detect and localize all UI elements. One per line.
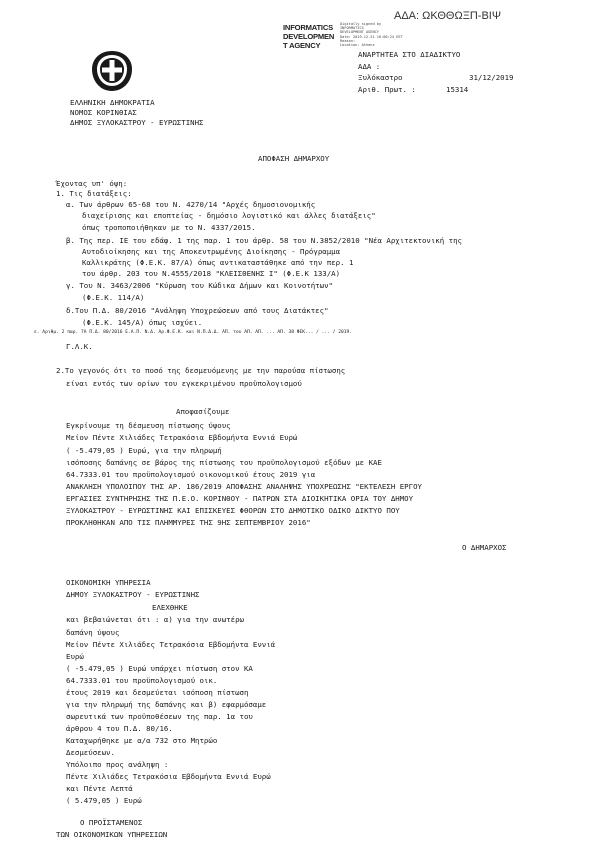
consideration-line: διαχείρισης και εποπτείας - δημόσιο λογιστικό και άλλες διατάξεις" [82, 211, 376, 220]
signature-stamp-line: Date: 2019.12.31 16:00:24 EET [340, 34, 403, 39]
issuer-line: ΝΟΜΟΣ ΚΟΡΙΝΘΙΑΣ [70, 108, 137, 117]
finance-checked: ΕΛΕΧΘΗΚΕ [152, 603, 188, 612]
consideration-line: Αυτοδιοίκησης και της Αποκεντρωμένης Διοίκησης - Πρόγραμμα [82, 247, 341, 256]
decision-line: ισόποσης δαπάνης σε βάρος της πίστωσης του προϋπολογισμού εξόδων με ΚΑΕ [66, 458, 382, 467]
decision-line: ΞΥΛΟΚΑΣΤΡΟΥ - ΕΥΡΩΣΤΙΝΗΣ ΚΑΙ ΕΠΙΣΚΕΥΕΣ ΦΘΟΡΩΝ ΣΤΟ ΔΗΜΟΤΙΚΟ ΟΔΙΚΟ ΔΙΚΤΥΟ ΠΟΥ [66, 506, 400, 515]
document-title: ΑΠΟΦΑΣΗ ΔΗΜΑΡΧΟΥ [258, 154, 330, 163]
signature-stamp-line: Digitally signed by [340, 22, 382, 26]
finance-line: δαπάνη ύψους [66, 628, 120, 637]
signature-stamp-line: Location: Athens [340, 43, 375, 48]
protocol-label: Αριθ. Πρωτ. : [358, 85, 416, 94]
consideration-line: Καλλικράτης (Φ.Ε.Κ. 87/Α) όπως αντικαταστάθηκε από την περ. 1 [82, 258, 354, 267]
protocol-value: 15314 [446, 85, 469, 94]
finance-line: Μείον Πέντε Χιλιάδες Τετρακόσια Εβδομήντα Εννιά [66, 640, 276, 649]
consideration-line: Έχοντας υπ' όψη: [56, 179, 128, 188]
consideration-line: δ.Του Π.Δ. 80/2016 "Ανάληψη Υποχρεώσεων από τους Διατάκτες" [66, 306, 329, 315]
signature-stamp-line: INFORMATICS [340, 26, 364, 31]
finance-line: έτους 2019 και δεσμεύεται ισόποση πίστωση [66, 688, 249, 697]
decision-line: ΠΡΟΚΛΗΘΗΚΑΝ ΑΠΟ ΤΙΣ ΠΛΗΜΜΥΡΕΣ ΤΗΣ 9ΗΣ ΣΕΠΤΕΜΒΡΙΟΥ 2016" [66, 518, 311, 527]
signature-stamp-line: Reason: [340, 38, 356, 43]
date-label: Ξυλόκαστρο [358, 73, 403, 82]
finance-line: και βεβαιώνεται ότι : α) για την ανωτέρω [66, 615, 244, 624]
consideration-line: α. Των άρθρων 65-68 του Ν. 4270/14 "Αρχές δημοσιονομικής [66, 200, 316, 209]
posting-line: ΑΝΑΡΤΗΤΕΑ ΣΤΟ ΔΙΑΔΙΚΤΥΟ [358, 50, 461, 59]
finance-line: Δεσμεύσεων. [66, 748, 115, 757]
decision-line: ΕΡΓΑΣΙΕΣ ΣΥΝΤΗΡΗΣΗΣ ΤΗΣ Π.Ε.Ο. ΚΟΡΙΝΘΟΥ - ΠΑΤΡΩΝ ΣΤΑ ΔΙΟΙΚΗΤΙΚΑ ΟΡΙΑ ΤΟΥ ΔΗΜΟΥ [66, 494, 414, 503]
finance-signature: ΤΩΝ ΟΙΚΟΝΟΜΙΚΩΝ ΥΠΗΡΕΣΙΩΝ [56, 830, 168, 839]
consideration-line: (Φ.Ε.Κ. 114/Α) [82, 293, 145, 302]
finance-line: 64.7333.01 του προϋπολογισμού οικ. [66, 676, 218, 685]
finance-line: Ευρώ [66, 652, 84, 661]
finance-signature: Ο ΠΡΟΪΣΤΑΜΕΝΟΣ [80, 818, 143, 827]
decision-heading: Αποφασίζουμε [176, 407, 230, 416]
ada-label: ΑΔΑ : [358, 62, 381, 71]
agency-line: INFORMATICS [283, 23, 333, 32]
signature-stamp-line: DEVELOPMENT AGENCY [340, 30, 379, 35]
finance-line: άρθρου 4 του Π.Δ. 80/16. [66, 724, 173, 733]
point2-line: είναι εντός των ορίων του εγκεκριμένου προϋπολογισμού [66, 379, 302, 388]
finance-heading: ΟΙΚΟΝΟΜΙΚΗ ΥΠΗΡΕΣΙΑ [66, 578, 151, 587]
finance-line: ( -5.479,05 ) Ευρώ υπάρχει πίστωση στον ΚΑ [66, 664, 253, 673]
point2-line: 2.Το γεγονός ότι το ποσό της δεσμευόμενης με την παρούσα πίστωσης [56, 366, 346, 375]
consideration-line-small: ε. Αριθμ. 2 παρ. 7Α Π.Δ. 80/2016 Ε.Α.Π. Ν.Δ. Αρ.Φ.Ε.Κ. και Ν.Π.Δ.Δ. ΑΠ. του ΑΠ. ΑΠ. ... ΑΠ. 38 ΦΕΚ... / ... / 2019. [34, 330, 353, 335]
issuer-line: ΔΗΜΟΣ ΞΥΛΟΚΑΣΤΡΟΥ - ΕΥΡΩΣΤΙΝΗΣ [70, 118, 204, 127]
consideration-line: β. Της περ. ΙΕ του εδάφ. 1 της παρ. 1 του άρθρ. 58 του Ν.3852/2010 "Νέα Αρχιτεκτονική της [66, 236, 463, 245]
decision-line: Εγκρίνουμε τη δέσμευση πίστωσης ύψους [66, 421, 231, 430]
consideration-line: γ. Του Ν. 3463/2006 "Κύρωση του Κώδικα Δήμων και Κοινοτήτων" [66, 281, 333, 290]
decision-line: ( -5.479,05 ) Ευρώ, για την πληρωμή [66, 446, 222, 455]
ada-code: ΑΔΑ: ΩΚΘΘΩΞΠ-ΒΙΨ [394, 10, 502, 22]
consideration-line: Γ.Λ.Κ. [66, 342, 93, 351]
finance-line: και Πέντε Λεπτά [66, 784, 133, 793]
decision-line: Μείον Πέντε Χιλιάδες Τετρακόσια Εβδομήντα Εννιά Ευρώ [66, 433, 298, 442]
decision-line: 64.7333.01 του προϋπολογισμού οικονομικού έτους 2019 για [66, 470, 316, 479]
agency-stamp [283, 23, 334, 50]
finance-line: για την πληρωμή της δαπάνης και β) εφαρμόσαμε [66, 700, 267, 709]
finance-line: σωρευτικά των προϋποθέσεων της παρ. 1α του [66, 712, 253, 721]
date-value: 31/12/2019 [469, 73, 514, 82]
consideration-line: όπως τροποποιήθηκαν με το Ν. 4337/2015. [82, 223, 256, 232]
finance-line: ( 5.479,05 ) Ευρώ [66, 796, 142, 805]
consideration-line: 1. Τις διατάξεις: [56, 189, 132, 198]
finance-heading: ΔΗΜΟΥ ΞΥΛΟΚΑΣΤΡΟΥ - ΕΥΡΩΣΤΙΝΗΣ [66, 590, 200, 599]
finance-line: Υπόλοιπο προς ανάληψη : [66, 760, 169, 769]
mayor-signature: Ο ΔΗΜΑΡΧΟΣ [462, 543, 507, 552]
decision-line: ΑΝΑΚΛΗΣΗ ΥΠΟΛΟΙΠΟΥ ΤΗΣ ΑΡ. 186/2019 ΑΠΟΦΑΣΗΣ ΑΝΑΛΗΨΗΣ ΥΠΟΧΡΕΩΣΗΣ "ΕΚΤΕΛΕΣΗ ΕΡΓΟΥ [66, 482, 422, 491]
agency-line: DEVELOPMEN [283, 32, 335, 41]
coat-of-arms-icon [90, 49, 134, 93]
consideration-line: του άρθρ. 203 του Ν.4555/2018 "ΚΛΕΙΣΘΕΝΗΣ Ι" (Φ.Ε.Κ 133/Α) [82, 269, 341, 278]
consideration-line: (Φ.Ε.Κ. 145/Α) όπως ισχύει. [82, 318, 203, 327]
agency-line: T AGENCY [283, 41, 321, 50]
finance-line: Καταχωρήθηκε με α/α 732 στο Μητρώο [66, 736, 218, 745]
digital-signature-stamp [340, 22, 403, 47]
issuer-line: ΕΛΛΗΝΙΚΗ ΔΗΜΟΚΡΑΤΙΑ [70, 98, 155, 107]
finance-line: Πέντε Χιλιάδες Τετρακόσια Εβδομήντα Εννιά Ευρώ [66, 772, 271, 781]
